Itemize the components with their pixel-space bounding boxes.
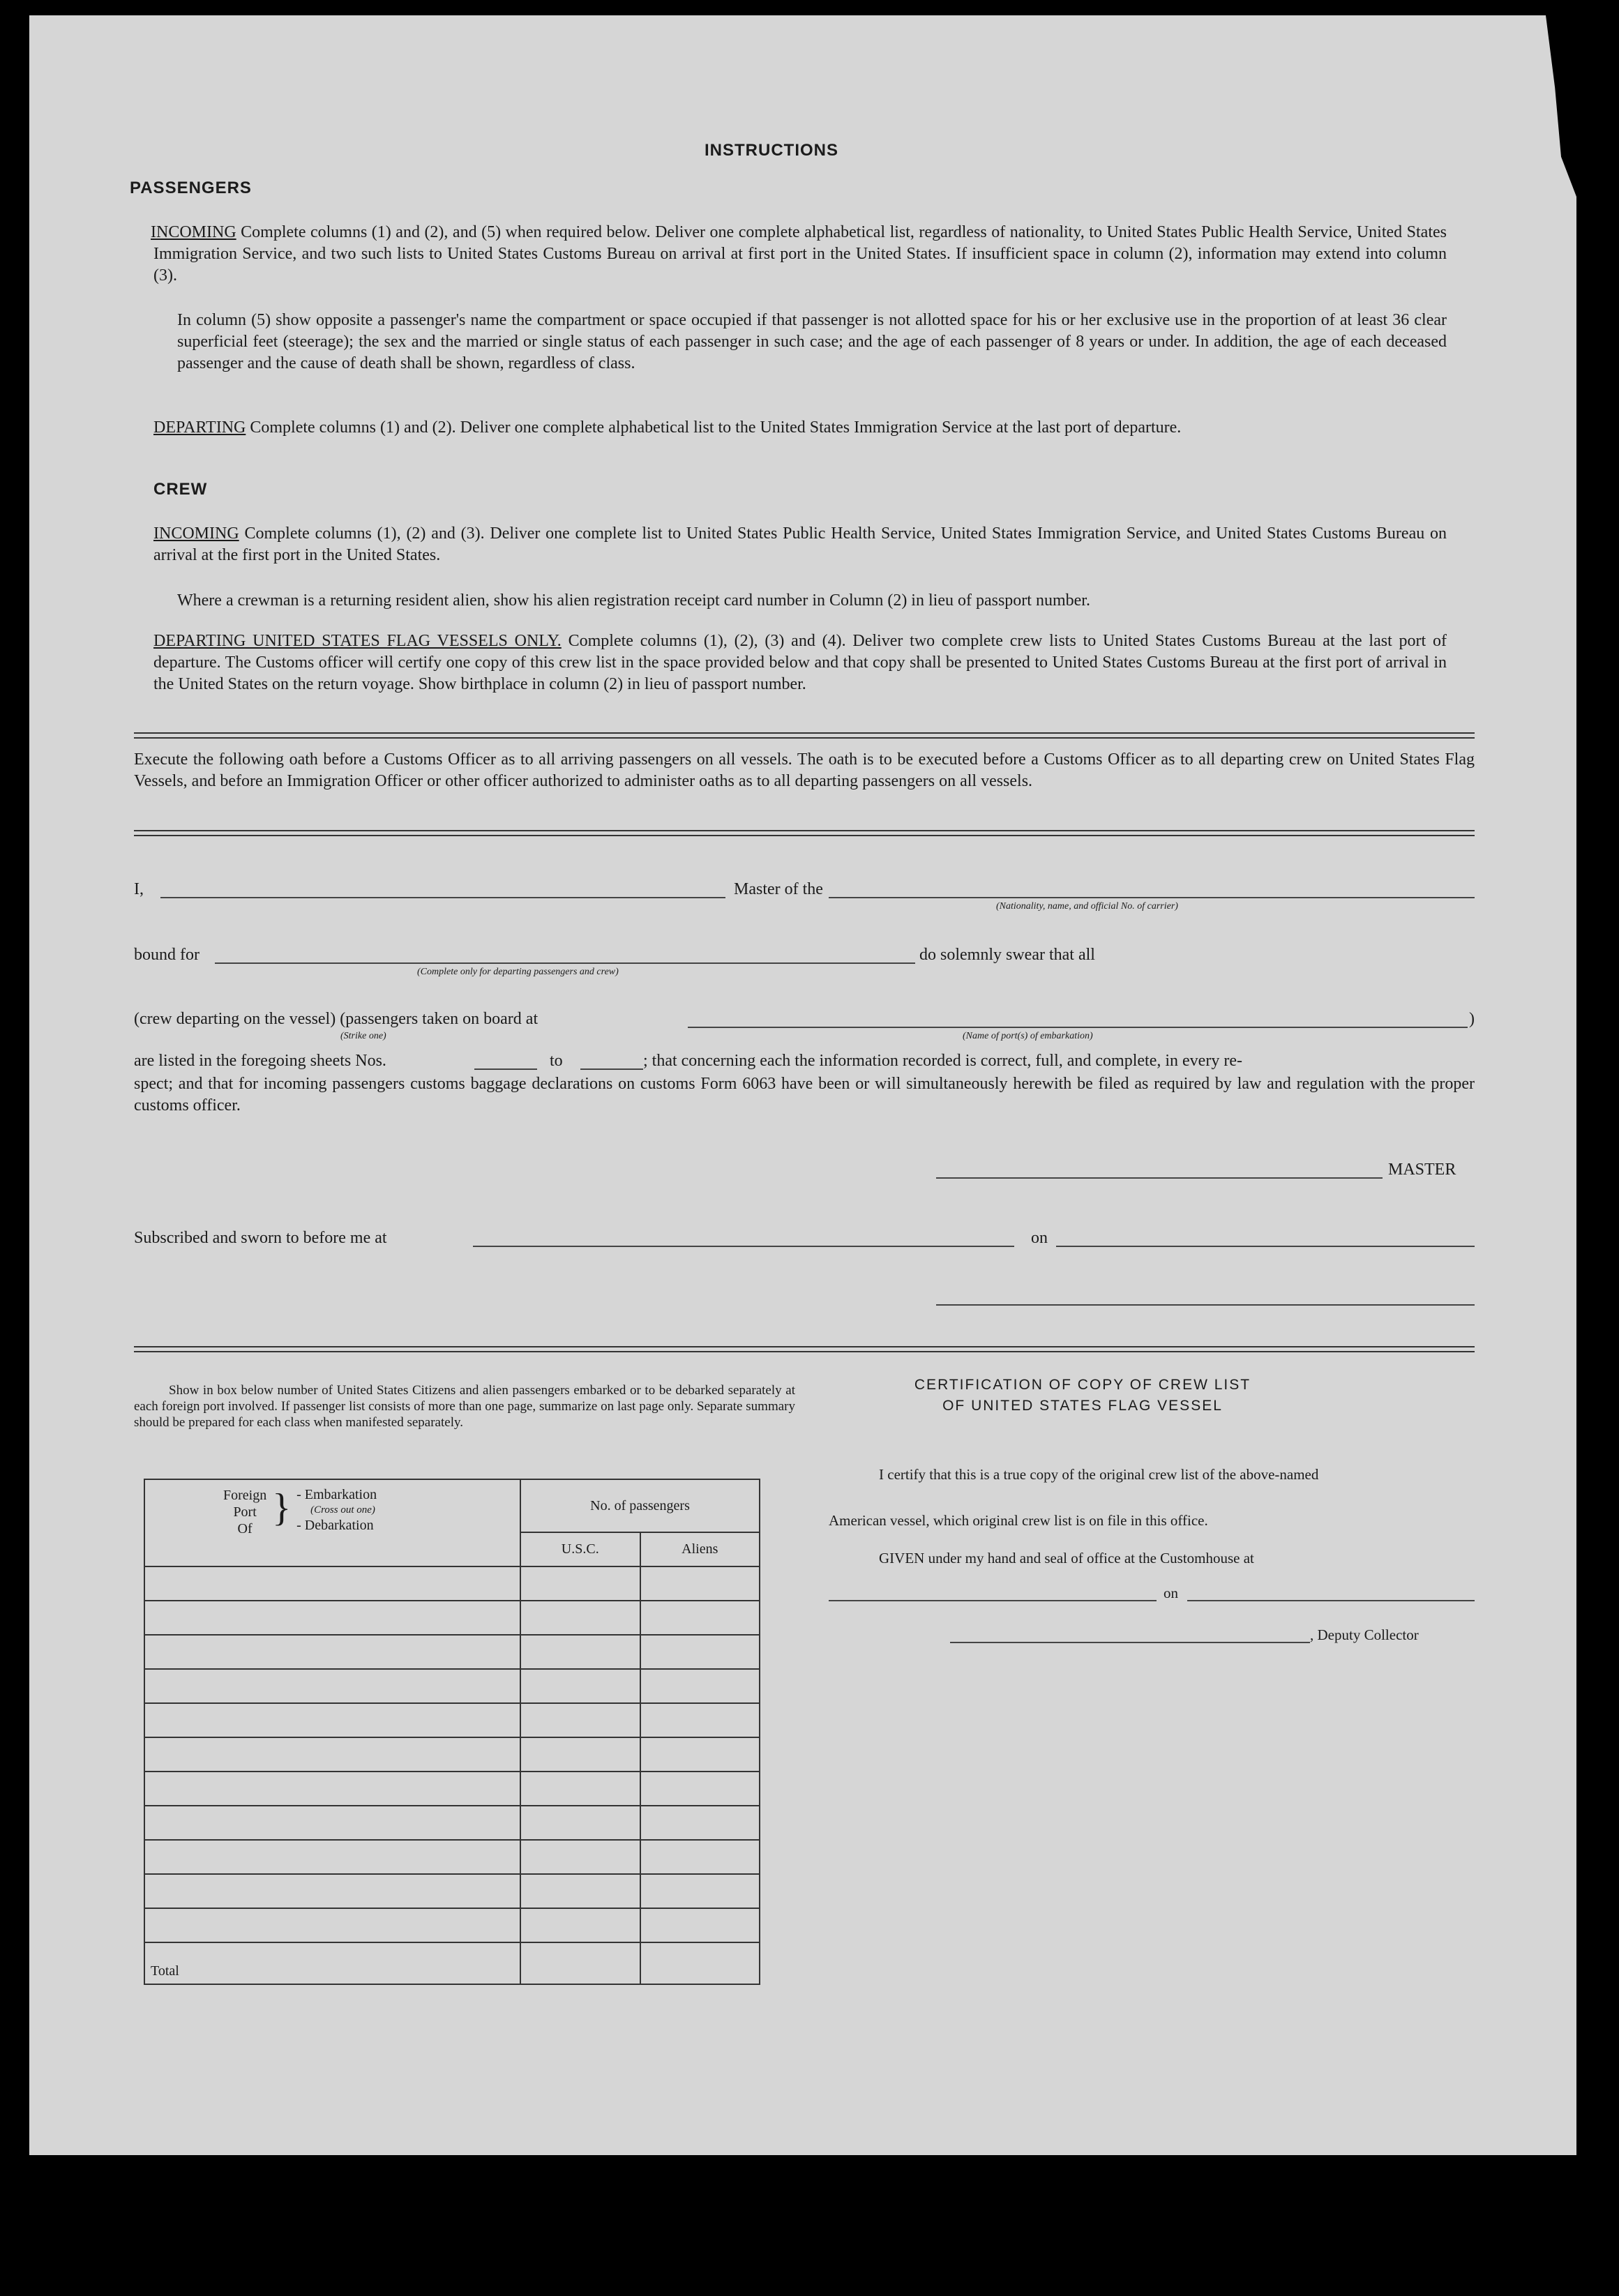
section-divider bbox=[134, 732, 1475, 739]
crew-heading: CREW bbox=[153, 480, 208, 499]
listed-text-c: spect; and that for incoming passengers customs baggage declarations on customs Form 6063 have been or will simultaneously herewith be filed as required by law and regulation with the proper customs officer. bbox=[134, 1075, 1475, 1115]
subscribed-label: Subscribed and sworn to before me at bbox=[134, 1229, 387, 1247]
passengers-incoming-section bbox=[153, 222, 1447, 287]
sheet-to-field[interactable] bbox=[580, 1068, 643, 1070]
oath-divider bbox=[134, 830, 1475, 836]
passengers-departing-text: Complete columns (1) and (2). Deliver one complete alphabetical list to the United States Immigration Service at the last port of departure. bbox=[250, 418, 1182, 437]
total-row[interactable] bbox=[144, 1942, 760, 1984]
table-row[interactable] bbox=[144, 1840, 760, 1874]
passengers-departing-section bbox=[153, 417, 1447, 439]
table-row[interactable] bbox=[144, 1908, 760, 1942]
crew-departing-text: Complete columns (1), (2), (3) and (4). Deliver two complete crew lists to United States Customs Bureau at the last port of departure. The Customs officer will certify one copy of this crew list in the space provided below and that copy shall be presented to United States Customs Bureau at the first port of arrival in the United States on the return voyage. Show birthplace in column (2) in lieu of passport number. bbox=[153, 632, 1447, 693]
deputy-signature-field[interactable] bbox=[950, 1642, 1310, 1643]
of-label: Of bbox=[237, 1521, 253, 1536]
certification-heading-1: CERTIFICATION OF COPY OF CREW LIST bbox=[914, 1377, 1251, 1393]
form-sheet bbox=[29, 15, 1576, 2155]
subscribed-place-field[interactable] bbox=[473, 1246, 1014, 1247]
swear-label: do solemnly swear that all bbox=[919, 946, 1095, 964]
no-of-passengers-header: No. of passengers bbox=[520, 1479, 760, 1532]
table-row[interactable] bbox=[144, 1806, 760, 1840]
column5-instructions: In column (5) show opposite a passenger's name the compartment or space occupied if that passenger is not allotted space for his or her exclusive use in the proportion of at least 36 clear superficial feet (steerage); the sex and the married or single status of each passenger in such case; and the age of each passenger of 8 years or under. In addition, the age of each deceased passenger and the cause of death shall be shown, regardless of class. bbox=[177, 311, 1447, 372]
crew-departing-label: (crew departing on the vessel) (passengers taken on board at bbox=[134, 1010, 539, 1028]
port-label: Port bbox=[233, 1504, 257, 1520]
ports-note: (Name of port(s) of embarkation) bbox=[963, 1031, 1093, 1041]
oath-intro: Execute the following oath before a Customs Officer as to all arriving passengers on all vessels. The oath is to be executed before a Customs Officer as to all departing crew on United States Flag Vessels, and before an Immigration Officer or other officer authorized to administer oaths as to all departing passengers on all vessels. bbox=[134, 750, 1475, 790]
subscribed-date-field[interactable] bbox=[1056, 1246, 1475, 1247]
oath-i-label: I, bbox=[134, 880, 144, 898]
bound-for-label: bound for bbox=[134, 946, 199, 964]
passengers-incoming-text: Complete columns (1) and (2), and (5) when required below. Deliver one complete alphabetical list, regardless of nationality, to United States Public Health Service, United States Immigration Service, and two such lists to United States Customs Bureau on arrival at first port in the United States. If insufficient space in column (2), information may extend into column (3). bbox=[153, 223, 1447, 285]
debarkation-label: - Debarkation bbox=[296, 1518, 374, 1533]
bound-for-field[interactable] bbox=[215, 962, 915, 964]
master-name-field[interactable] bbox=[160, 897, 725, 898]
deputy-collector-label: , Deputy Collector bbox=[1310, 1626, 1419, 1643]
aliens-header: Aliens bbox=[640, 1532, 760, 1566]
close-paren: ) bbox=[1469, 1010, 1475, 1028]
crew-incoming-text: Complete columns (1), (2) and (3). Deliver one complete list to United States Public Health Service, United States Immigration Service, and United States Customs Bureau on arrival at the first port in the United States. bbox=[153, 524, 1447, 564]
ports-summary-table bbox=[144, 1479, 760, 1985]
strike-one-note: (Strike one) bbox=[340, 1031, 386, 1041]
sheet-from-field[interactable] bbox=[474, 1068, 537, 1070]
crew-departing-section bbox=[153, 630, 1447, 695]
embarkation-label: - Embarkation bbox=[296, 1487, 377, 1502]
foreign-label: Foreign bbox=[223, 1488, 267, 1503]
nationality-note: (Nationality, name, and official No. of carrier) bbox=[996, 901, 1178, 912]
cross-out-note: (Cross out one) bbox=[310, 1504, 375, 1516]
certification-date-field[interactable] bbox=[1187, 1600, 1475, 1601]
crew-incoming-label: INCOMING bbox=[153, 524, 239, 543]
subscribed-on-label: on bbox=[1031, 1229, 1048, 1247]
carrier-field[interactable] bbox=[829, 897, 1475, 898]
table-row[interactable] bbox=[144, 1703, 760, 1737]
passengers-departing-label: DEPARTING bbox=[153, 418, 246, 437]
embarkation-port-field[interactable] bbox=[688, 1027, 1468, 1028]
summary-instruction: Show in box below number of United States Citizens and alien passengers embarked or to be debarked separately at each foreign port involved. If passenger list consists of more than one page, summarize on last page only. Separate summary should be prepared for each class when manifested separately. bbox=[134, 1383, 795, 1430]
listed-text-b: ; that concerning each the information recorded is correct, full, and complete, in every re- bbox=[643, 1052, 1242, 1070]
crew-departing-label: DEPARTING UNITED STATES FLAG VESSELS ONLY. bbox=[153, 632, 562, 650]
master-signature-field[interactable] bbox=[936, 1177, 1383, 1179]
passengers-incoming-label: INCOMING bbox=[151, 223, 236, 241]
officer-signature-field[interactable] bbox=[936, 1304, 1475, 1306]
given-text: GIVEN under my hand and seal of office at the Customhouse at bbox=[879, 1550, 1254, 1566]
summary-divider bbox=[134, 1346, 1475, 1352]
page-title: INSTRUCTIONS bbox=[705, 141, 838, 160]
certification-on-label: on bbox=[1164, 1585, 1178, 1601]
crew-resident-alien-text: Where a crewman is a returning resident alien, show his alien registration receipt card number in Column (2) in lieu of passport number. bbox=[177, 591, 1090, 610]
table-row[interactable] bbox=[144, 1669, 760, 1703]
table-row[interactable] bbox=[144, 1874, 760, 1908]
certification-heading-2: OF UNITED STATES FLAG VESSEL bbox=[942, 1398, 1223, 1414]
certify-text-2: American vessel, which original crew list is on file in this office. bbox=[829, 1512, 1208, 1529]
certify-text: I certify that this is a true copy of the original crew list of the above-named bbox=[879, 1466, 1319, 1483]
total-label: Total bbox=[144, 1942, 520, 1984]
usc-header: U.S.C. bbox=[520, 1532, 640, 1566]
foreign-port-header: Foreign Port Of } - Embarkation (Cross out one) - Debarkation bbox=[144, 1479, 520, 1566]
table-row[interactable] bbox=[144, 1635, 760, 1669]
customhouse-field[interactable] bbox=[829, 1600, 1157, 1601]
bound-for-note: (Complete only for departing passengers and crew) bbox=[417, 967, 619, 977]
passengers-heading: PASSENGERS bbox=[130, 179, 252, 197]
table-row[interactable] bbox=[144, 1566, 760, 1601]
table-row[interactable] bbox=[144, 1601, 760, 1635]
table-row[interactable] bbox=[144, 1737, 760, 1772]
master-label: MASTER bbox=[1388, 1161, 1456, 1179]
listed-text-a: are listed in the foregoing sheets Nos. bbox=[134, 1052, 386, 1070]
master-of-label: Master of the bbox=[734, 880, 823, 898]
crew-incoming-section bbox=[153, 523, 1447, 566]
listed-text-to: to bbox=[550, 1052, 563, 1070]
table-row[interactable] bbox=[144, 1772, 760, 1806]
